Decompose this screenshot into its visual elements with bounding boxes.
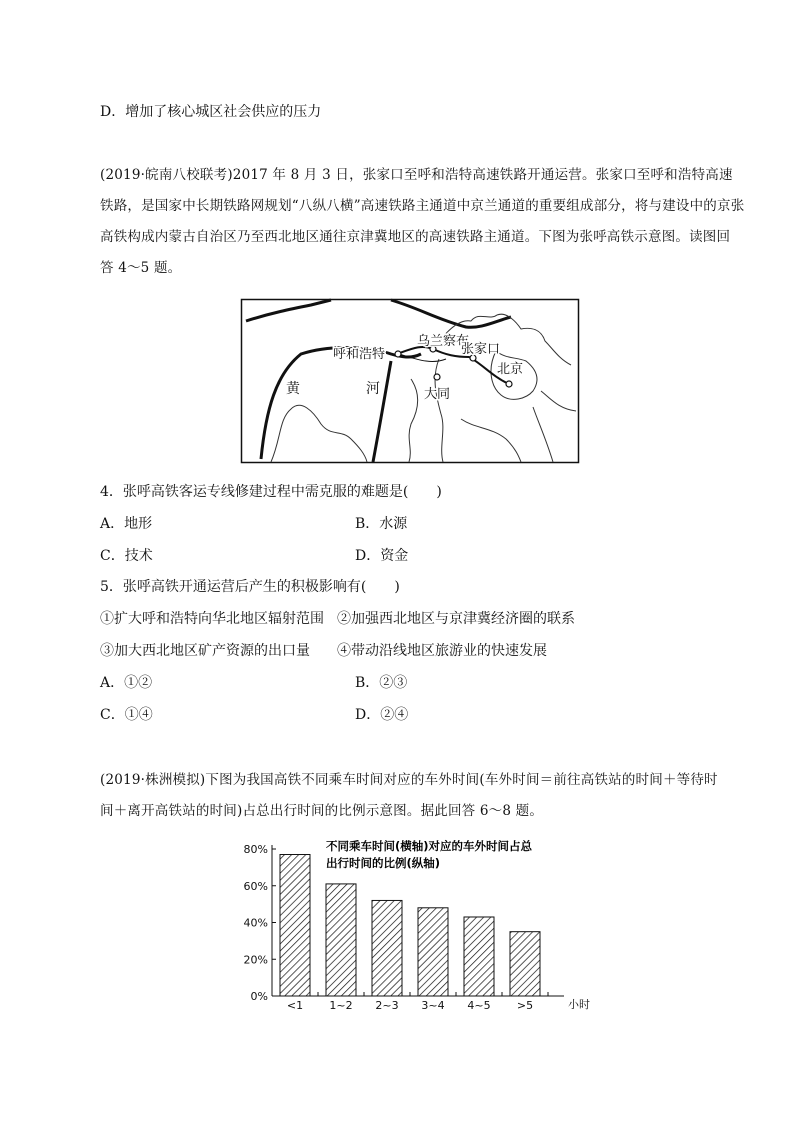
bar xyxy=(280,855,310,996)
question-4-option-b[interactable]: B．水源 xyxy=(355,516,408,532)
bar xyxy=(510,932,540,996)
passage-1 xyxy=(100,160,745,284)
question-5-option-b[interactable]: B．②③ xyxy=(355,675,408,691)
question-5-option-d[interactable]: D．②④ xyxy=(355,707,409,723)
passage-2-line: 间＋离开高铁站的时间)占总出行时间的比例示意图。据此回答 6～8 题。 xyxy=(100,803,544,819)
question-4-option-c[interactable]: C．技术 xyxy=(100,548,153,564)
x-tick-label: 3~4 xyxy=(421,999,445,1012)
station-datong xyxy=(434,374,440,380)
question-5-statement-3: ③加大西北地区矿产资源的出口量 xyxy=(100,643,310,659)
label-zhangjiakou: 张家口 xyxy=(461,342,501,357)
previous-option-d: D．增加了核心城区社会供应的压力 xyxy=(100,104,322,120)
bar xyxy=(326,884,356,996)
passage-2 xyxy=(100,765,718,827)
station-hohhot xyxy=(395,351,401,357)
question-5-statement-4: ④带动沿线地区旅游业的快速发展 xyxy=(337,643,547,659)
chart-title-line-2: 出行时间的比例(纵轴) xyxy=(326,856,441,870)
passage-1-line: (2019·皖南八校联考)2017 年 8 月 3 日，张家口至呼和浩特高速铁路开通运营。张家口至呼和浩特高速 xyxy=(100,167,733,183)
x-tick-label: 4~5 xyxy=(467,999,491,1012)
y-tick-label: 20% xyxy=(243,953,268,967)
bar xyxy=(418,908,448,996)
passage-1-line: 答 4～5 题。 xyxy=(100,260,182,276)
x-tick-label: <1 xyxy=(286,999,304,1012)
passage-1-line: 铁路，是国家中长期铁路网规划“八纵八横”高速铁路主通道中京兰通道的重要组成部分，将与建设中的京张 xyxy=(100,198,745,214)
passage-2-line: (2019·株洲模拟)下图为我国高铁不同乘车时间对应的车外时间(车外时间＝前往高铁站的时间＋等待时 xyxy=(100,772,718,788)
bar xyxy=(372,900,402,996)
y-tick-label: 60% xyxy=(243,879,268,893)
label-hohhot: 呼和浩特 xyxy=(333,347,386,362)
y-tick-label: 40% xyxy=(243,916,268,930)
zhanghu-railway-map xyxy=(241,299,579,463)
y-tick-label: 80% xyxy=(243,843,268,856)
question-5-statement-1: ①扩大呼和浩特向华北地区辐射范围 xyxy=(100,611,324,627)
y-tick-label: 0% xyxy=(250,990,268,1003)
x-tick-label: 1~2 xyxy=(329,999,353,1012)
question-4-option-a[interactable]: A．地形 xyxy=(100,516,153,532)
question-5-statement-2: ②加强西北地区与京津冀经济圈的联系 xyxy=(337,611,575,627)
question-4-stem: 4．张呼高铁客运专线修建过程中需克服的难题是( ) xyxy=(100,484,442,500)
x-tick-label: 2~3 xyxy=(375,999,399,1012)
label-datong: 大同 xyxy=(424,387,451,402)
bar xyxy=(464,917,494,996)
question-5-stem: 5．张呼高铁开通运营后产生的积极影响有( ) xyxy=(100,579,400,595)
chart-title-line-1: 不同乘车时间(横轴)对应的车外时间占总 xyxy=(326,839,533,853)
station-beijing xyxy=(506,381,512,387)
question-5-option-a[interactable]: A．①② xyxy=(100,675,153,691)
x-tick-label: >5 xyxy=(516,999,534,1012)
x-unit-label: 小时 xyxy=(568,998,590,1011)
label-wulanchabu: 乌兰察布 xyxy=(417,334,470,349)
question-4-option-d[interactable]: D．资金 xyxy=(355,548,409,564)
bar-chart xyxy=(236,832,590,1014)
passage-1-line: 高铁构成内蒙古自治区乃至西北地区通往京津冀地区的高速铁路主通道。下图为张呼高铁示意图。读图回 xyxy=(100,229,731,245)
label-beijing: 北京 xyxy=(497,362,524,377)
label-he: 河 xyxy=(366,381,380,397)
question-5-option-c[interactable]: C．①④ xyxy=(100,707,153,723)
label-huang: 黄 xyxy=(286,381,300,397)
